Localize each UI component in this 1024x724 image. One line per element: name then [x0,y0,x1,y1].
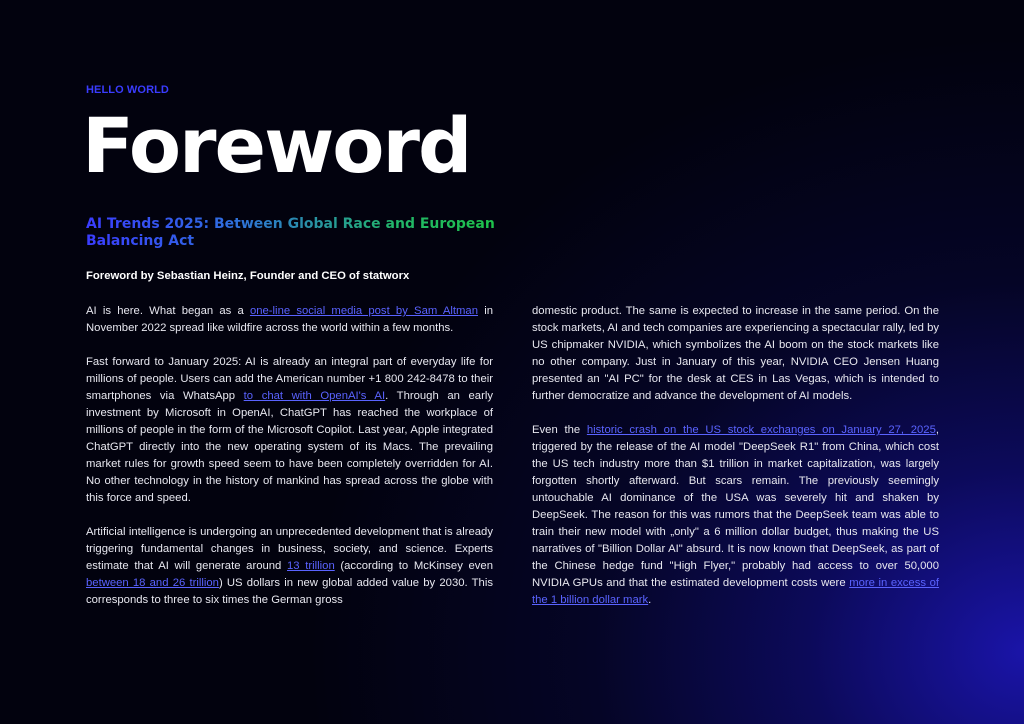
paragraph-text: , triggered by the release of the AI model "DeepSeek R1" from China, which cost the US tech industry more than $1 trillion in market capitalization, was largely forgotten shortly afterward. But scars remain. The previously seemingly untouchable AI dominance of the USA was severely hit and shaken by DeepSeek. The reason for this was rumors that the DeepSeek team was able to train their new model with „only" a 6 million dollar budget, thus making the US narratives of "Billion Dollar AI" absurd. It is now known that DeepSeek, as part of the Chinese hedge fund "High Flyer," probably had access to over 50,000 NVIDIA GPUs and that the estimated development costs were [532,424,939,589]
author-byline: Foreword by Sebastian Heinz, Founder and CEO of statworx [86,270,410,282]
paragraph-ai-development [86,524,493,609]
paragraph-intro [86,303,493,337]
paragraph-text: (according to McKinsey even [334,560,493,572]
paragraph-text: Fast forward to January 2025: AI is already an integral part of everyday life for millions of people. Users can add the American number +1 800 242-8478 to their smartphones via WhatsApp [86,356,493,402]
page-subtitle: AI Trends 2025: Between Global Race and European Balancing Act [86,216,495,249]
link-18-26-trillion[interactable]: between 18 and 26 trillion [86,577,219,589]
paragraph-deepseek [532,422,939,609]
paragraph-text: domestic product. The same is expected to increase in the same period. On the stock markets, AI and tech companies are experiencing a spectacular rally, led by US chipmaker NVIDIA, which symbolizes the AI boom on the stock markets like no other company. Just in January of this year, NVIDIA CEO Jensen Huang presented an "AI PC" for the desk at CES in Las Vegas, which is intended to further democratize and advance the development of AI models. [532,305,939,402]
link-13-trillion[interactable]: 13 trillion [287,560,335,572]
link-sam-altman-post[interactable]: one-line social media post by Sam Altman [249,305,478,317]
paragraph-text: Even the [532,424,587,436]
paragraph-text: . Through an early investment by Microsoft in OpenAI, ChatGPT has reached the workplace of millions of people in the form of the Microsoft Copilot. Last year, Apple integrated ChatGPT directly into the new operating system of its Macs. The prevailing market rules for growth speed seem to have been completely overridden for AI. No other technology in the history of mankind has spread across the globe with this force and speed. [86,390,493,504]
link-billion-dollar-mark[interactable]: more in excess of the 1 billion dollar mark [532,577,939,606]
paragraph-fast-forward [86,354,493,507]
paragraph-text: Artificial intelligence is undergoing an unprecedented development that is already triggering fundamental changes in business, society, and science. Experts estimate that AI will generate around [86,526,493,572]
paragraph-text: . [648,594,652,606]
right-column [532,303,939,626]
paragraph-text: in November 2022 spread like wildfire across the world within a few months. [86,305,493,334]
link-chat-openai[interactable]: to chat with OpenAI's AI [243,390,386,402]
page-title: Foreword [82,101,471,190]
section-kicker: HELLO WORLD [86,84,169,96]
left-column [86,303,493,626]
paragraph-stock-rally [532,303,939,405]
paragraph-text: ) US dollars in new global added value by 2030. This corresponds to three to six times the German gross [86,577,493,606]
link-historic-crash[interactable]: historic crash on the US stock exchanges on January 27, 2025 [586,424,936,436]
paragraph-text: AI is here. What began as a [86,305,250,317]
